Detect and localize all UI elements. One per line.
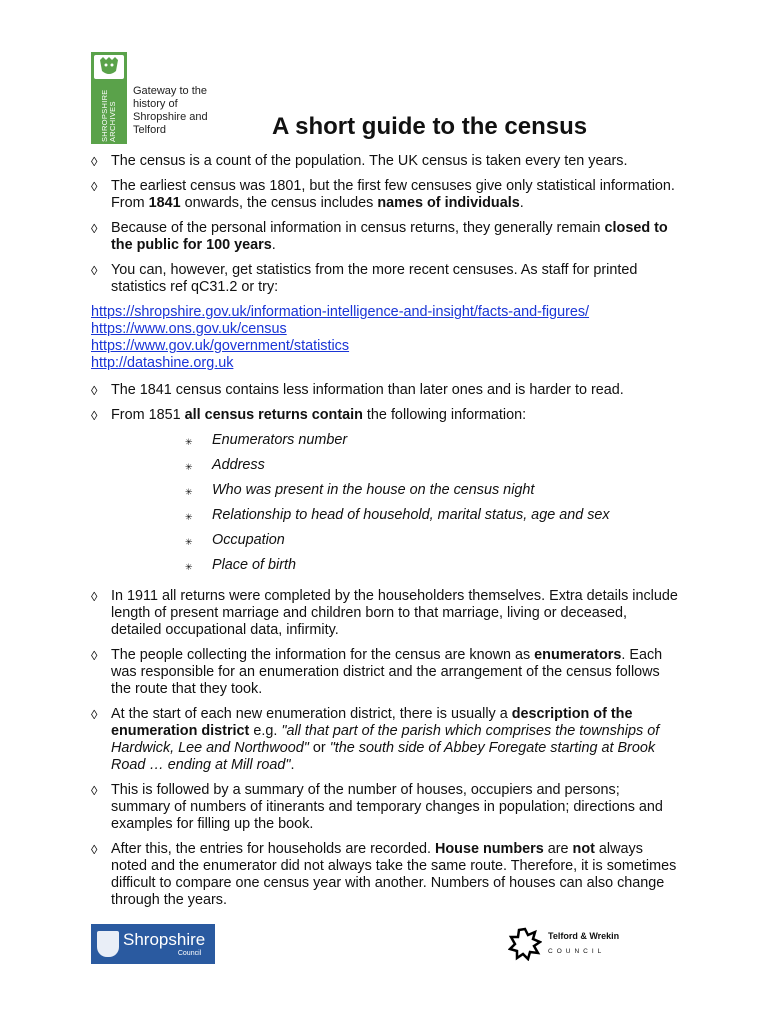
bullet-text: names of individuals [377, 195, 520, 211]
logo-tagline: Gateway to the history of Shropshire and Telford [133, 85, 208, 136]
bullet-text: . [271, 237, 276, 253]
asterisk-bullet-icon: ✳ [185, 512, 193, 522]
diamond-bullet-icon: ◊ [91, 589, 98, 604]
web-link[interactable]: https://www.ons.gov.uk/census [91, 321, 287, 337]
diamond-bullet-icon: ◊ [91, 383, 98, 398]
document-body [91, 153, 681, 917]
asterisk-bullet-icon: ✳ [185, 437, 193, 447]
asterisk-bullet-icon: ✳ [185, 562, 193, 572]
asterisk-bullet-icon: ✳ [185, 487, 193, 497]
wrekin-emblem-icon [508, 927, 542, 961]
diamond-bullet-icon: ◊ [91, 842, 98, 857]
page-title: A short guide to the census [272, 113, 588, 140]
telford-logo-name: Telford & Wrekin [548, 931, 620, 941]
telford-logo-sub: COUNCIL [548, 948, 606, 955]
census-field-text: Enumerators number [212, 432, 348, 448]
bullet-text: onwards, the census includes [180, 195, 378, 211]
bullet-text: or [308, 740, 330, 756]
bullet-text: The people collecting the information for the census are known as [111, 647, 535, 663]
bullet-text: Because of the personal information in census returns, they generally remain [111, 220, 605, 236]
census-field-item [185, 457, 681, 482]
bullet-item [91, 220, 681, 254]
census-field-text: Who was present in the house on the census night [212, 482, 535, 498]
bullet-text: are [543, 841, 573, 857]
bullet-text: The earliest census was 1801, but the first few censuses give only statistical information. From [111, 178, 675, 211]
bullet-text: You can, however, get statistics from the more recent censuses. As staff for printed statistics ref qC31.2 or try: [111, 262, 638, 295]
bullet-item [91, 782, 681, 833]
bullet-item [91, 706, 681, 774]
bullet-text: description of the enumeration district [111, 706, 633, 739]
diamond-bullet-icon: ◊ [91, 408, 98, 423]
shropshire-logo-sub: Council [177, 950, 202, 957]
bullet-text: This is followed by a summary of the number of houses, occupiers and persons; summary of numbers of itinerants and temporary changes in population; directions and examples for filling up the book. [111, 782, 663, 832]
census-field-text: Relationship to head of household, marital status, age and sex [212, 507, 610, 523]
web-link[interactable]: https://www.gov.uk/government/statistics [91, 338, 350, 354]
bullet-text: The census is a count of the population. The UK census is taken every ten years. [111, 153, 628, 169]
bullet-text: e.g. [249, 723, 282, 739]
telford-wrekin-logo [508, 924, 633, 964]
shield-icon [97, 931, 119, 957]
bullet-item [91, 153, 681, 170]
census-field-text: Address [212, 457, 265, 473]
bullet-text: . Each was responsible for an enumeration district and the arrangement of the census follows the route that they took. [111, 647, 663, 697]
bullet-item [91, 407, 681, 424]
census-field-item [185, 507, 681, 532]
shropshire-logo-name: Shropshire [123, 930, 206, 949]
bullet-text: In 1911 all returns were completed by the householders themselves. Extra details include length of present marriage and children born to that marriage, living or deceased, detailed occupational data, infirmity. [111, 588, 678, 638]
bullet-item [91, 841, 681, 909]
diamond-bullet-icon: ◊ [91, 263, 98, 278]
bullet-item [91, 178, 681, 212]
asterisk-bullet-icon: ✳ [185, 462, 193, 472]
diamond-bullet-icon: ◊ [91, 179, 98, 194]
bullet-text: always noted and the enumerator did not always take the same route. Therefore, it is sometimes difficult to compare one census year with another. Numbers of houses can also change through the years. [111, 841, 677, 908]
bullet-text: 1841 [148, 195, 181, 211]
bullet-text: all census returns contain [184, 407, 363, 423]
census-field-item [185, 557, 681, 582]
bullet-text: . [519, 195, 524, 211]
bullet-text: After this, the entries for households are recorded. [111, 841, 435, 857]
crest-icon [94, 55, 124, 79]
bullet-list-bottom [91, 588, 681, 909]
bullet-list-mid [91, 382, 681, 424]
bullet-text: "the south side of Abbey Foregate starting at Brook Road … ending at Mill road" [111, 740, 656, 773]
diamond-bullet-icon: ◊ [91, 648, 98, 663]
census-field-item [185, 532, 681, 557]
bullet-item [91, 647, 681, 698]
bullet-text: not [572, 841, 595, 857]
bullet-item [91, 588, 681, 639]
census-field-item [185, 482, 681, 507]
asterisk-bullet-icon: ✳ [185, 537, 193, 547]
logo-vertical-text: SHROPSHIRE ARCHIVES [99, 89, 117, 142]
bullet-text: closed to the public for 100 years [111, 220, 668, 253]
link-list [91, 304, 681, 372]
bullet-item [91, 382, 681, 399]
census-field-text: Occupation [212, 532, 285, 548]
bullet-text: "all that part of the parish which comprises the townships of Hardwick, Lee and Northwood" [111, 723, 660, 756]
bullet-text: At the start of each new enumeration district, there is usually a [111, 706, 512, 722]
bullet-text: The 1841 census contains less information than later ones and is harder to read. [111, 382, 624, 398]
census-field-item [185, 432, 681, 457]
diamond-bullet-icon: ◊ [91, 707, 98, 722]
shropshire-archives-logo [91, 52, 208, 144]
diamond-bullet-icon: ◊ [91, 783, 98, 798]
bullet-text: the following information: [362, 407, 527, 423]
bullet-text: From 1851 [111, 407, 185, 423]
census-field-text: Place of birth [212, 557, 296, 573]
bullet-text: . [290, 757, 295, 773]
web-link[interactable]: http://datashine.org.uk [91, 355, 234, 371]
diamond-bullet-icon: ◊ [91, 221, 98, 236]
bullet-text: House numbers [434, 841, 544, 857]
census-fields-list [91, 432, 681, 582]
bullet-text: enumerators [534, 647, 622, 663]
web-link[interactable]: https://shropshire.gov.uk/information-intelligence-and-insight/facts-and-figures/ [91, 304, 590, 320]
diamond-bullet-icon: ◊ [91, 154, 98, 169]
bullet-list-top [91, 153, 681, 296]
shropshire-council-logo [91, 924, 215, 964]
bullet-item [91, 262, 681, 296]
